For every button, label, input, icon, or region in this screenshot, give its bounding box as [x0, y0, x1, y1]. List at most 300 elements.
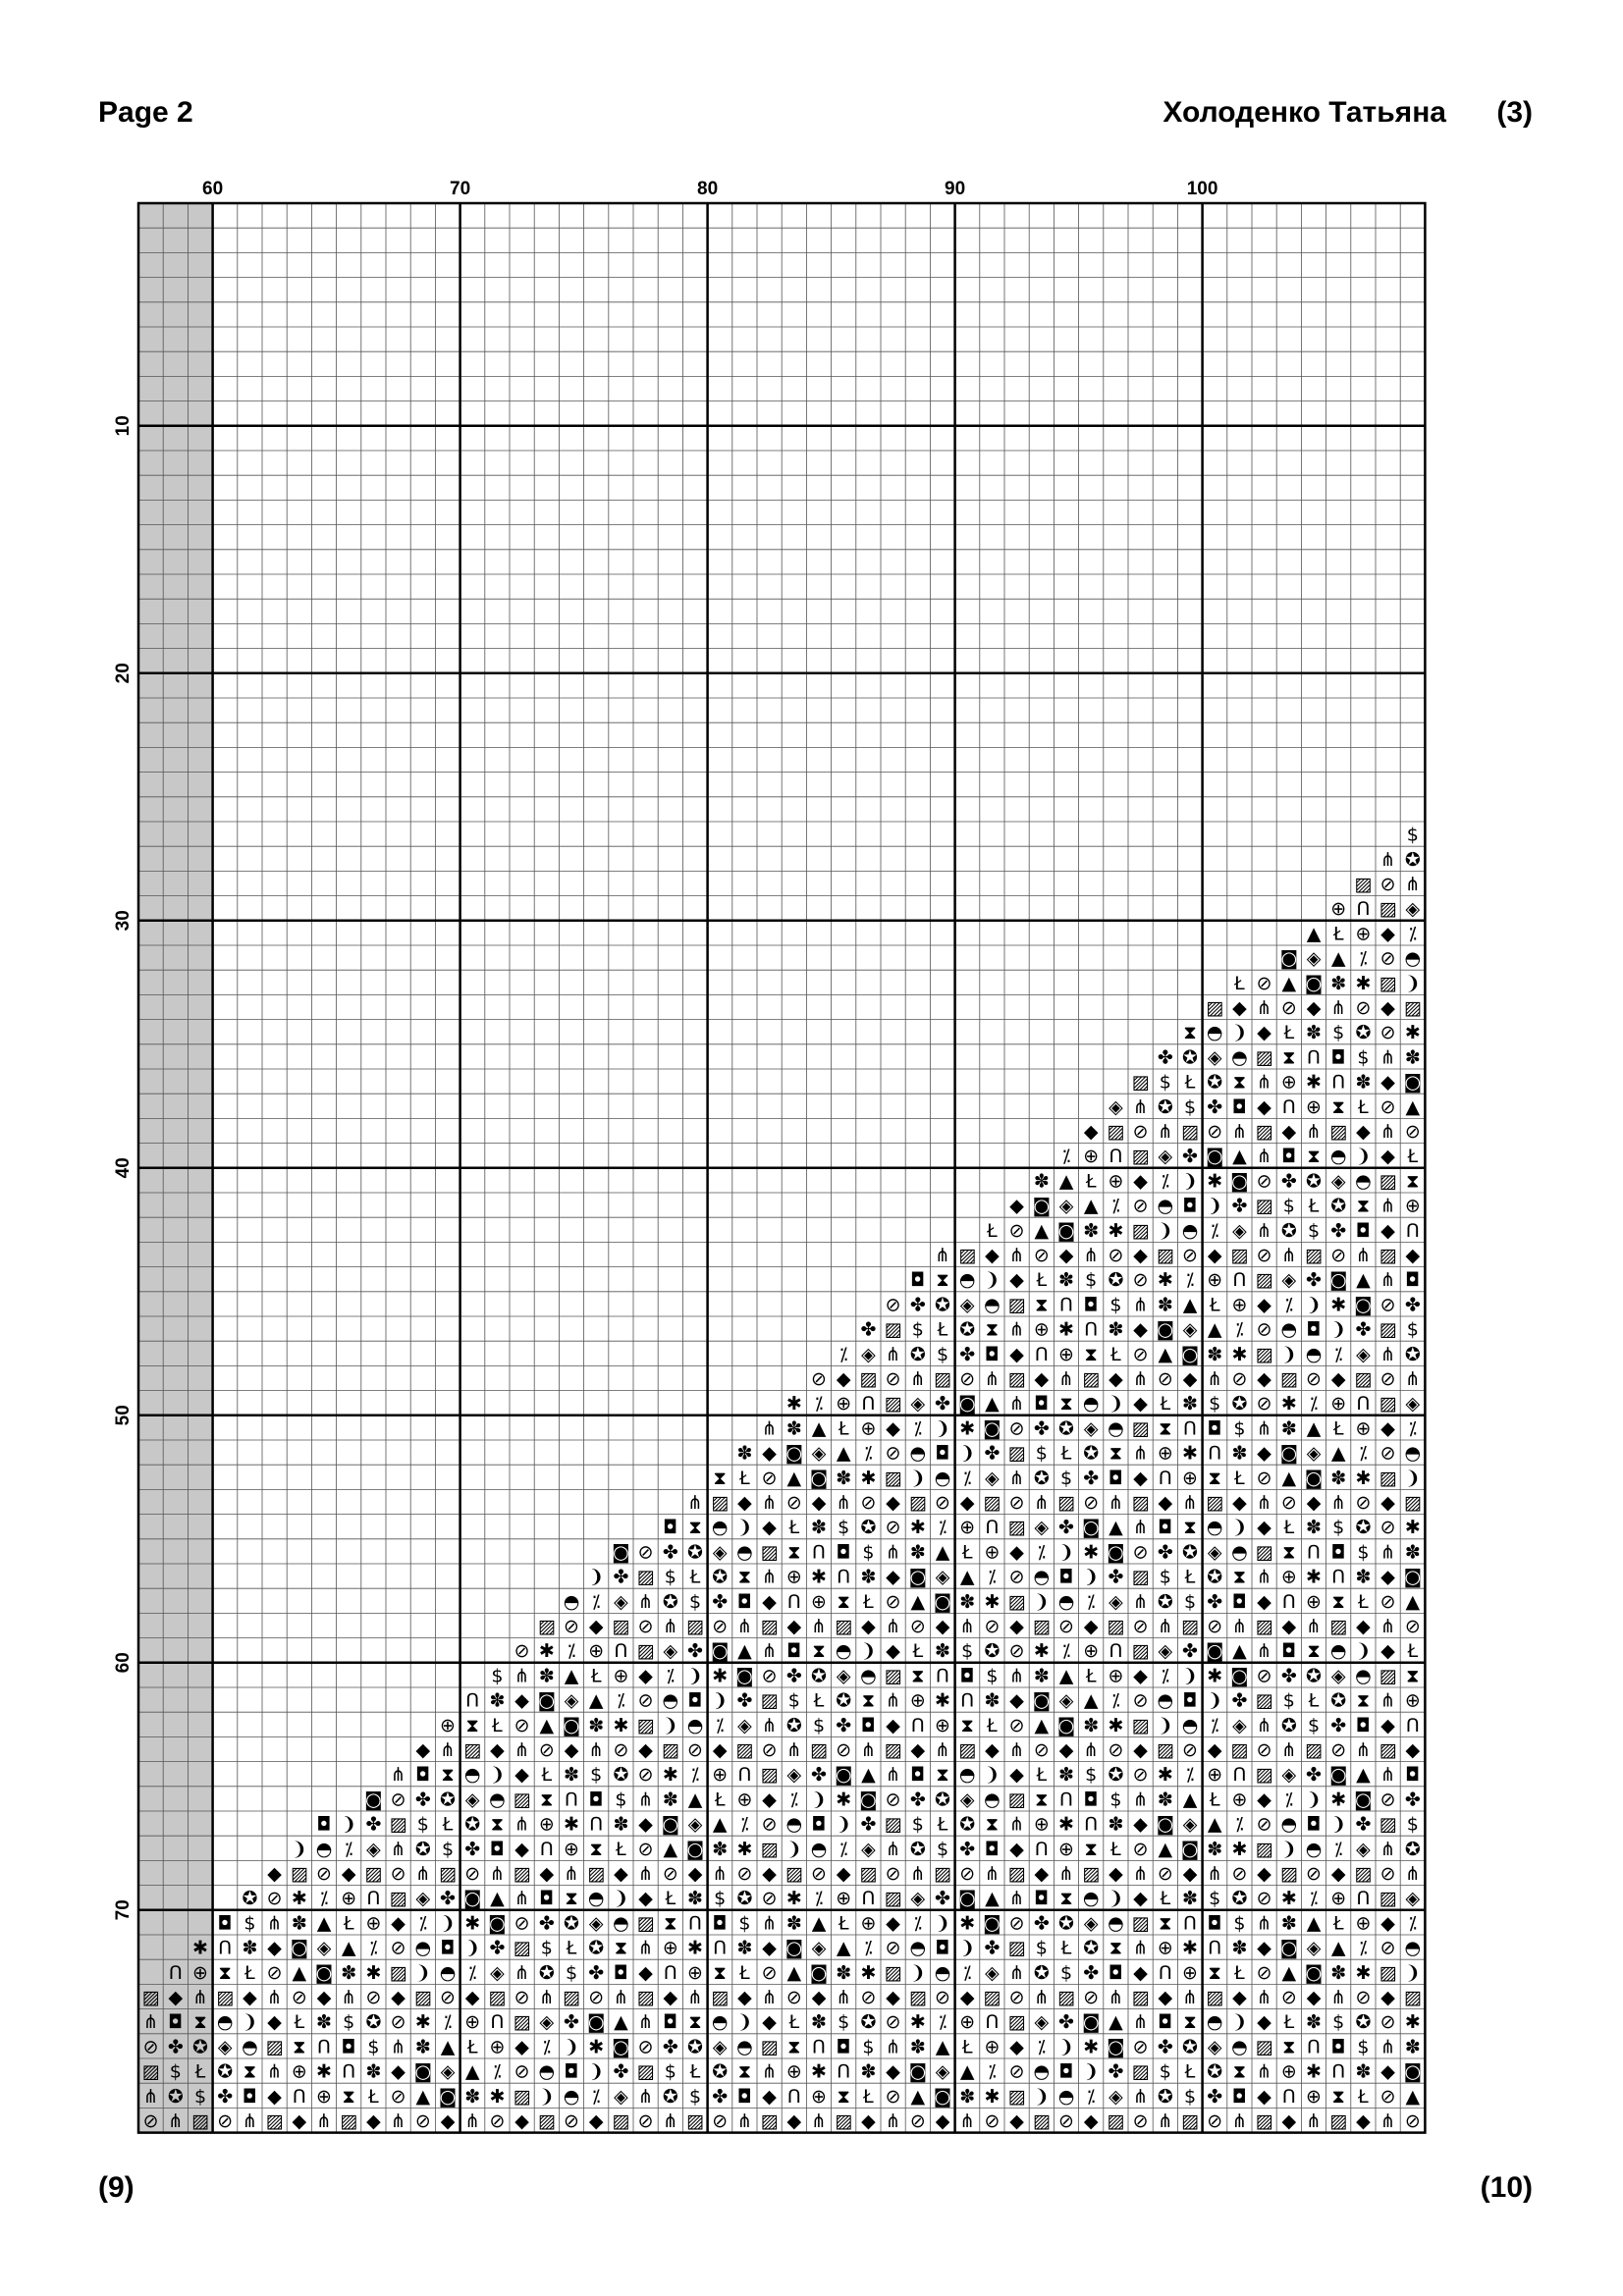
stitch-symbol: ◙ — [413, 2060, 433, 2083]
stitch-symbol: ◆ — [464, 1987, 480, 2008]
stitch-symbol: ◆ — [886, 1417, 900, 1440]
stitch-symbol: ◆ — [1257, 1022, 1271, 1044]
stitch-symbol: ▨ — [1255, 2110, 1273, 2132]
stitch-symbol: ⊘ — [1355, 997, 1372, 1019]
stitch-symbol: ◈ — [316, 1937, 332, 1959]
stitch-symbol: ◙ — [1403, 1566, 1423, 1588]
stitch-symbol: ✽ — [1306, 1022, 1322, 1044]
stitch-symbol: ⋔ — [1132, 1442, 1149, 1465]
stitch-symbol: Ł — [1184, 1566, 1196, 1588]
stitch-symbol: ◆ — [1207, 1245, 1222, 1266]
stitch-symbol: ▨ — [439, 1863, 457, 1885]
stitch-symbol: Ł — [1160, 1393, 1171, 1415]
stitch-symbol: ◓ — [909, 1937, 927, 1959]
stitch-symbol: ⊘ — [1207, 2110, 1223, 2132]
stitch-symbol: ◘ — [687, 1689, 703, 1712]
stitch-symbol: ⊘ — [514, 1640, 530, 1663]
stitch-symbol: ⁒ — [938, 2011, 947, 2034]
stitch-symbol: ⋔ — [266, 1912, 283, 1935]
stitch-symbol: ⋔ — [390, 1838, 406, 1860]
stitch-symbol: ◘ — [935, 1937, 950, 1959]
stitch-symbol: ⧗ — [737, 2060, 752, 2083]
stitch-symbol: Ł — [368, 2085, 379, 2108]
stitch-symbol: ⋔ — [192, 1987, 208, 2008]
stitch-symbol: $ — [838, 2011, 850, 2034]
stitch-symbol: ▨ — [1131, 2060, 1150, 2083]
stitch-symbol: ▲ — [910, 1590, 926, 1613]
stitch-symbol: ▨ — [1131, 1219, 1150, 1242]
stitch-symbol: ✽ — [365, 2060, 382, 2083]
stitch-symbol: ⊘ — [1380, 1863, 1396, 1885]
stitch-symbol: ⁒ — [1061, 1640, 1071, 1663]
stitch-symbol: ❩ — [1083, 1566, 1100, 1588]
stitch-symbol: ✱ — [464, 1912, 481, 1935]
stitch-symbol: ❩ — [1231, 2011, 1248, 2034]
stitch-symbol: ⋔ — [1132, 2085, 1149, 2108]
stitch-symbol: Ո — [490, 2011, 505, 2034]
stitch-symbol: ◈ — [1356, 1838, 1371, 1860]
stitch-symbol: ◘ — [489, 1838, 505, 1860]
stitch-symbol: ⋔ — [1380, 1541, 1396, 1564]
stitch-symbol: ⁒ — [591, 1590, 601, 1613]
stitch-symbol: ⧗ — [1183, 1022, 1197, 1044]
stitch-symbol: ⊘ — [1380, 1022, 1396, 1044]
stitch-symbol: ◙ — [1081, 2011, 1101, 2034]
stitch-symbol: ⊕ — [464, 2011, 481, 2034]
stitch-symbol: ✤ — [1058, 1517, 1074, 1539]
stitch-symbol: ⧗ — [1059, 1393, 1073, 1415]
stitch-symbol: ✽ — [1404, 1541, 1421, 1564]
stitch-symbol: ◙ — [983, 1912, 1001, 1935]
stitch-symbol: ◆ — [1257, 1937, 1271, 1959]
stitch-symbol: ▨ — [835, 1616, 853, 1637]
stitch-symbol: ⊘ — [736, 1863, 753, 1885]
stitch-symbol: ◆ — [1380, 1566, 1395, 1588]
stitch-symbol: ✪ — [1108, 1269, 1124, 1292]
stitch-symbol: ⋔ — [1008, 1245, 1025, 1266]
stitch-symbol: ⧗ — [1183, 2011, 1197, 2034]
stitch-symbol: ✽ — [836, 1467, 852, 1489]
stitch-symbol: Ո — [1034, 1343, 1049, 1365]
stitch-symbol: ✤ — [1033, 1912, 1050, 1935]
stitch-symbol: ✽ — [316, 2011, 332, 2034]
stitch-symbol: ❩ — [1108, 1888, 1124, 1910]
stitch-symbol: ✤ — [1330, 1219, 1347, 1242]
stitch-symbol: ⧗ — [1084, 1838, 1098, 1860]
stitch-symbol: ⋔ — [1108, 1987, 1124, 2008]
col-number-label: 60 — [202, 179, 224, 199]
row-number-label: 70 — [113, 1899, 134, 1921]
stitch-symbol: Ł — [987, 1219, 998, 1242]
stitch-symbol: ▨ — [884, 1467, 902, 1489]
stitch-symbol: ✤ — [1182, 1640, 1198, 1663]
stitch-symbol: ✪ — [1182, 1541, 1198, 1564]
stitch-symbol: ▲ — [1182, 1294, 1198, 1316]
stitch-symbol: ◘ — [860, 1714, 876, 1736]
stitch-symbol: Ł — [1184, 2060, 1196, 2083]
stitch-symbol: ◓ — [1404, 1937, 1422, 1959]
stitch-symbol: ⧗ — [837, 1590, 850, 1613]
stitch-symbol: ✱ — [909, 2011, 926, 2034]
stitch-symbol: ◈ — [1158, 1146, 1173, 1168]
stitch-symbol: ▲ — [588, 1689, 604, 1712]
stitch-symbol: ✪ — [687, 1541, 703, 1564]
stitch-symbol: Ł — [1234, 1467, 1245, 1489]
stitch-symbol: ✪ — [959, 1318, 976, 1341]
stitch-symbol: ◆ — [1257, 2085, 1271, 2108]
stitch-symbol: ◓ — [686, 1714, 704, 1736]
stitch-symbol: ◘ — [1108, 1961, 1123, 1984]
stitch-symbol: ◈ — [1207, 2036, 1222, 2058]
stitch-symbol: ⊕ — [1330, 1888, 1347, 1910]
stitch-symbol: ⋔ — [1231, 2110, 1248, 2132]
stitch-symbol: ▨ — [636, 1566, 655, 1588]
stitch-symbol: $ — [1159, 1566, 1171, 1588]
stitch-symbol: ⁒ — [1284, 1789, 1294, 1811]
stitch-symbol: ⁒ — [988, 2060, 997, 2083]
stitch-symbol: ◙ — [784, 1442, 804, 1465]
stitch-symbol: ✪ — [662, 2085, 678, 2108]
stitch-symbol: ⊘ — [1280, 1492, 1297, 1514]
stitch-symbol: ◓ — [315, 1838, 333, 1860]
stitch-symbol: ✪ — [935, 1294, 950, 1316]
stitch-symbol: ✱ — [811, 2060, 827, 2083]
stitch-symbol: ◆ — [861, 1616, 876, 1637]
stitch-symbol: ❩ — [736, 1517, 753, 1539]
stitch-symbol: ▨ — [1379, 898, 1397, 921]
stitch-symbol: ⊘ — [909, 2110, 926, 2132]
stitch-symbol: Ł — [788, 2011, 800, 2034]
stitch-symbol: ✱ — [736, 1838, 753, 1860]
stitch-symbol: ◘ — [1207, 1912, 1222, 1935]
stitch-symbol: ◙ — [859, 1789, 878, 1811]
stitch-symbol: ✪ — [785, 1714, 802, 1736]
stitch-symbol: $ — [540, 1937, 553, 1959]
stitch-symbol: ✤ — [811, 1764, 827, 1787]
stitch-symbol: ◈ — [1058, 1689, 1074, 1712]
stitch-symbol: ⊘ — [1306, 1368, 1322, 1390]
stitch-symbol: ⊘ — [761, 1467, 778, 1489]
stitch-symbol: ◆ — [762, 2011, 777, 2034]
stitch-symbol: ✤ — [1280, 1665, 1297, 1687]
stitch-symbol: $ — [1059, 1467, 1073, 1489]
stitch-symbol: ⊕ — [1404, 1689, 1421, 1712]
stitch-symbol: ▨ — [141, 1987, 160, 2008]
stitch-symbol: ⧗ — [1035, 1789, 1049, 1811]
stitch-symbol: ⊕ — [959, 1517, 976, 1539]
stitch-symbol: ▨ — [513, 2011, 531, 2034]
stitch-symbol: ▲ — [1356, 1269, 1371, 1292]
stitch-symbol: ▨ — [1279, 1863, 1298, 1885]
stitch-symbol: ⋔ — [885, 2110, 901, 2132]
stitch-symbol: ◆ — [886, 1566, 900, 1588]
stitch-symbol: ▨ — [1354, 1863, 1373, 1885]
stitch-symbol: ✤ — [1157, 2036, 1173, 2058]
stitch-symbol: ◆ — [1257, 2011, 1271, 2034]
stitch-symbol: $ — [1109, 1294, 1122, 1316]
stitch-symbol: Ո — [985, 2011, 1000, 2034]
stitch-symbol: ◙ — [1304, 1961, 1324, 1984]
stitch-symbol: ⁒ — [369, 1937, 378, 1959]
stitch-symbol: ⊕ — [1033, 1318, 1050, 1341]
stitch-symbol: ◘ — [1058, 2060, 1074, 2083]
stitch-symbol: ✤ — [1207, 2085, 1223, 2108]
stitch-symbol: ⊘ — [860, 1987, 877, 2008]
stitch-symbol: ⋔ — [1157, 1616, 1173, 1637]
stitch-symbol: ✱ — [785, 1888, 802, 1910]
stitch-symbol: ▲ — [712, 1813, 728, 1836]
stitch-symbol: ✽ — [1355, 1566, 1372, 1588]
stitch-symbol: ✪ — [687, 2036, 703, 2058]
stitch-symbol: ⊘ — [514, 1987, 530, 2008]
stitch-symbol: ✤ — [687, 1640, 703, 1663]
stitch-symbol: ⊘ — [1132, 1121, 1149, 1143]
stitch-symbol: ⋔ — [1380, 1121, 1396, 1143]
stitch-symbol: ◓ — [1404, 947, 1422, 970]
stitch-symbol: ▲ — [811, 1912, 827, 1935]
stitch-symbol: ⁒ — [1359, 947, 1368, 970]
stitch-symbol: ⋔ — [1380, 2110, 1396, 2132]
stitch-symbol: ◈ — [1330, 1665, 1346, 1687]
stitch-symbol: Ł — [566, 1937, 577, 1959]
stitch-symbol: ▨ — [389, 1813, 407, 1836]
stitch-symbol: ⋔ — [1404, 1368, 1421, 1390]
stitch-symbol: ◓ — [1108, 1417, 1124, 1440]
stitch-symbol: ◘ — [811, 1813, 827, 1836]
stitch-symbol: ⊘ — [984, 2110, 1001, 2132]
stitch-symbol: ◆ — [762, 1442, 777, 1465]
stitch-symbol: ⁒ — [617, 1689, 625, 1712]
stitch-symbol: ❩ — [712, 1689, 729, 1712]
stitch-symbol: Ո — [936, 1665, 949, 1687]
stitch-symbol: ⊘ — [1157, 1368, 1173, 1390]
stitch-symbol: $ — [1357, 2036, 1370, 2058]
stitch-symbol: ◓ — [1231, 1541, 1248, 1564]
stitch-symbol: ✤ — [414, 1789, 431, 1811]
stitch-symbol: ⊘ — [390, 1937, 406, 1959]
stitch-symbol: ◙ — [1354, 1789, 1373, 1811]
stitch-symbol: ⁒ — [1210, 1714, 1219, 1736]
stitch-symbol: ⊘ — [266, 1961, 283, 1984]
stitch-symbol: Ł — [294, 2011, 305, 2034]
stitch-symbol: ⋔ — [1330, 1492, 1347, 1514]
stitch-symbol: ◆ — [1380, 1071, 1395, 1094]
stitch-symbol: ◙ — [537, 1689, 557, 1712]
stitch-symbol: ⁒ — [1408, 923, 1418, 945]
stitch-symbol: ◈ — [935, 1566, 950, 1588]
stitch-symbol: ◆ — [267, 1863, 282, 1885]
stitch-symbol: ✽ — [1404, 2036, 1421, 2058]
stitch-symbol: ⊘ — [564, 2110, 579, 2132]
stitch-symbol: ◆ — [762, 1517, 777, 1539]
stitch-symbol: ▨ — [1379, 1467, 1397, 1489]
stitch-symbol: ⊘ — [1380, 1517, 1396, 1539]
stitch-symbol: ◆ — [1380, 1640, 1395, 1663]
stitch-symbol: Ł — [838, 1417, 849, 1440]
stitch-symbol: ⋔ — [836, 1492, 852, 1514]
stitch-symbol: ⊘ — [1256, 1888, 1272, 1910]
stitch-symbol: ⧗ — [1406, 1665, 1420, 1687]
stitch-symbol: ✤ — [464, 1838, 481, 1860]
stitch-symbol: ◆ — [811, 1987, 827, 2008]
stitch-symbol: ⁒ — [789, 1789, 799, 1811]
stitch-symbol: ✤ — [1231, 1195, 1248, 1217]
stitch-symbol: ◈ — [1232, 1219, 1247, 1242]
stitch-symbol: ⊘ — [1008, 1714, 1025, 1736]
stitch-symbol: ◘ — [984, 1838, 1000, 1860]
stitch-symbol: ◘ — [1306, 1813, 1322, 1836]
stitch-symbol: ▨ — [1305, 1245, 1323, 1266]
stitch-symbol: ⊕ — [1207, 1764, 1223, 1787]
stitch-symbol: ◙ — [685, 1838, 705, 1860]
stitch-symbol: ⋔ — [860, 1739, 877, 1761]
stitch-symbol: ⋔ — [1355, 1739, 1372, 1761]
stitch-symbol: ◙ — [809, 1961, 829, 1984]
stitch-symbol: ⊘ — [1132, 2036, 1149, 2058]
stitch-symbol: ✱ — [687, 1937, 703, 1959]
stitch-symbol: ⊕ — [836, 1888, 852, 1910]
stitch-symbol: ◙ — [586, 2011, 606, 2034]
stitch-symbol: ⋔ — [1404, 1863, 1421, 1885]
stitch-symbol: ✪ — [588, 1937, 605, 1959]
stitch-symbol: ⋔ — [1008, 1665, 1025, 1687]
stitch-symbol: ◓ — [909, 1442, 927, 1465]
stitch-symbol: ▨ — [1007, 2011, 1026, 2034]
stitch-symbol: ▨ — [711, 1492, 730, 1514]
stitch-symbol: ✤ — [984, 1937, 1001, 1959]
stitch-symbol: ⋔ — [1132, 1368, 1149, 1390]
stitch-symbol: ◙ — [933, 2085, 952, 2108]
stitch-symbol: ◙ — [488, 1912, 507, 1935]
stitch-symbol: ◈ — [1356, 1343, 1371, 1365]
stitch-symbol: ◘ — [341, 2036, 356, 2058]
stitch-symbol: Ո — [168, 1961, 183, 1984]
stitch-symbol: ◓ — [1206, 1022, 1223, 1044]
stitch-symbol: ◈ — [1405, 1888, 1421, 1910]
stitch-symbol: ▨ — [1403, 1987, 1422, 2008]
stitch-symbol: $ — [1183, 1590, 1197, 1613]
stitch-symbol: ◓ — [958, 1764, 976, 1787]
stitch-symbol: ❩ — [291, 1838, 307, 1860]
stitch-symbol: Ł — [541, 1764, 553, 1787]
stitch-symbol: ◘ — [736, 2085, 752, 2108]
stitch-symbol: ◆ — [1133, 1393, 1148, 1415]
stitch-symbol: ⋔ — [1330, 1987, 1347, 2008]
stitch-symbol: ✱ — [1033, 1640, 1050, 1663]
stitch-symbol: ⋔ — [1157, 2110, 1173, 2132]
stitch-symbol: ⊘ — [390, 2011, 406, 2034]
stitch-symbol: ▨ — [908, 1987, 927, 2008]
stitch-symbol: ▨ — [884, 1888, 902, 1910]
stitch-symbol: ⊕ — [736, 1789, 753, 1811]
stitch-symbol: ✱ — [984, 1590, 1001, 1613]
stitch-symbol: ▲ — [1281, 1961, 1297, 1984]
stitch-symbol: ◆ — [959, 1987, 975, 2008]
stitch-symbol: ⁒ — [467, 1961, 477, 1984]
stitch-symbol: Ո — [589, 1813, 604, 1836]
stitch-symbol: ⊘ — [1132, 1616, 1149, 1637]
stitch-symbol: ▨ — [1007, 1294, 1026, 1316]
stitch-symbol: ⋔ — [1108, 1492, 1124, 1514]
stitch-symbol: ▲ — [316, 1912, 332, 1935]
stitch-symbol: ⊕ — [662, 1937, 678, 1959]
stitch-symbol: $ — [343, 2011, 355, 2034]
stitch-symbol: ▲ — [1232, 1640, 1247, 1663]
stitch-symbol: ▨ — [1354, 874, 1373, 895]
stitch-symbol: ⁒ — [1185, 1269, 1195, 1292]
stitch-symbol: ◆ — [1133, 1888, 1148, 1910]
stitch-symbol: ✪ — [712, 2060, 729, 2083]
stitch-symbol: ✱ — [1330, 1294, 1347, 1316]
stitch-symbol: ❩ — [1355, 1146, 1372, 1168]
stitch-symbol: ◆ — [836, 1368, 851, 1390]
stitch-symbol: ▲ — [836, 1442, 851, 1465]
stitch-symbol: Ł — [937, 1813, 948, 1836]
stitch-symbol: Ո — [539, 1838, 554, 1860]
stitch-symbol: ✱ — [836, 1789, 852, 1811]
stitch-symbol: ⊕ — [1058, 1343, 1074, 1365]
stitch-symbol: ▲ — [1306, 923, 1322, 945]
stitch-symbol: ✽ — [291, 1912, 307, 1935]
stitch-symbol: ❩ — [1306, 1294, 1322, 1316]
stitch-symbol: ◆ — [1133, 1170, 1148, 1193]
stitch-symbol: ⊘ — [935, 1987, 950, 2008]
stitch-symbol: ⁒ — [814, 1888, 824, 1910]
stitch-symbol: Ո — [1208, 1442, 1222, 1465]
stitch-symbol: ◆ — [1133, 1318, 1148, 1341]
stitch-symbol: Ł — [492, 1714, 503, 1736]
stitch-symbol: ▲ — [985, 1393, 1000, 1415]
stitch-symbol: ⊘ — [1132, 1689, 1149, 1712]
stitch-symbol: ◆ — [1356, 2110, 1371, 2132]
stitch-symbol: ◓ — [1033, 1566, 1051, 1588]
stitch-symbol: ◓ — [1280, 1813, 1298, 1836]
stitch-symbol: ▲ — [1109, 2011, 1123, 2034]
stitch-symbol: ⧗ — [985, 1318, 1000, 1341]
stitch-symbol: ⁒ — [1235, 1318, 1244, 1341]
stitch-symbol: ⁒ — [1037, 1541, 1047, 1564]
stitch-symbol: ⊘ — [687, 1739, 703, 1761]
stitch-symbol: ◈ — [564, 1689, 579, 1712]
stitch-symbol: Ո — [1059, 1294, 1073, 1316]
stitch-symbol: ◈ — [1083, 1417, 1099, 1440]
stitch-symbol: ⊕ — [1355, 1417, 1372, 1440]
stitch-symbol: Ł — [1308, 1195, 1320, 1217]
stitch-symbol: ◘ — [984, 1343, 1000, 1365]
stitch-symbol: Ł — [1358, 2085, 1369, 2108]
stitch-symbol: Ո — [1084, 1318, 1099, 1341]
stitch-symbol: ⊘ — [637, 1689, 654, 1712]
stitch-symbol: Ո — [1034, 1838, 1049, 1860]
stitch-symbol: ◙ — [784, 1937, 804, 1959]
stitch-symbol: ⊘ — [1404, 1121, 1421, 1143]
stitch-symbol: ⊘ — [885, 1937, 901, 1959]
stitch-symbol: ◆ — [1306, 1987, 1322, 2008]
stitch-symbol: ⋔ — [909, 1863, 926, 1885]
stitch-symbol: ▨ — [1131, 1566, 1150, 1588]
stitch-symbol: Ո — [786, 2085, 801, 2108]
stitch-symbol: ✱ — [984, 2085, 1001, 2108]
stitch-symbol: ◆ — [737, 1492, 752, 1514]
stitch-symbol: ⊘ — [1380, 2011, 1396, 2034]
stitch-symbol: ◈ — [1109, 1095, 1123, 1118]
stitch-symbol: ◆ — [638, 1888, 653, 1910]
stitch-symbol: ✽ — [836, 1961, 852, 1984]
stitch-symbol: Ł — [961, 2036, 973, 2058]
stitch-symbol: ✱ — [1083, 2036, 1100, 2058]
stitch-symbol: ⋔ — [514, 1813, 530, 1836]
stitch-symbol: ◆ — [243, 1987, 257, 2008]
